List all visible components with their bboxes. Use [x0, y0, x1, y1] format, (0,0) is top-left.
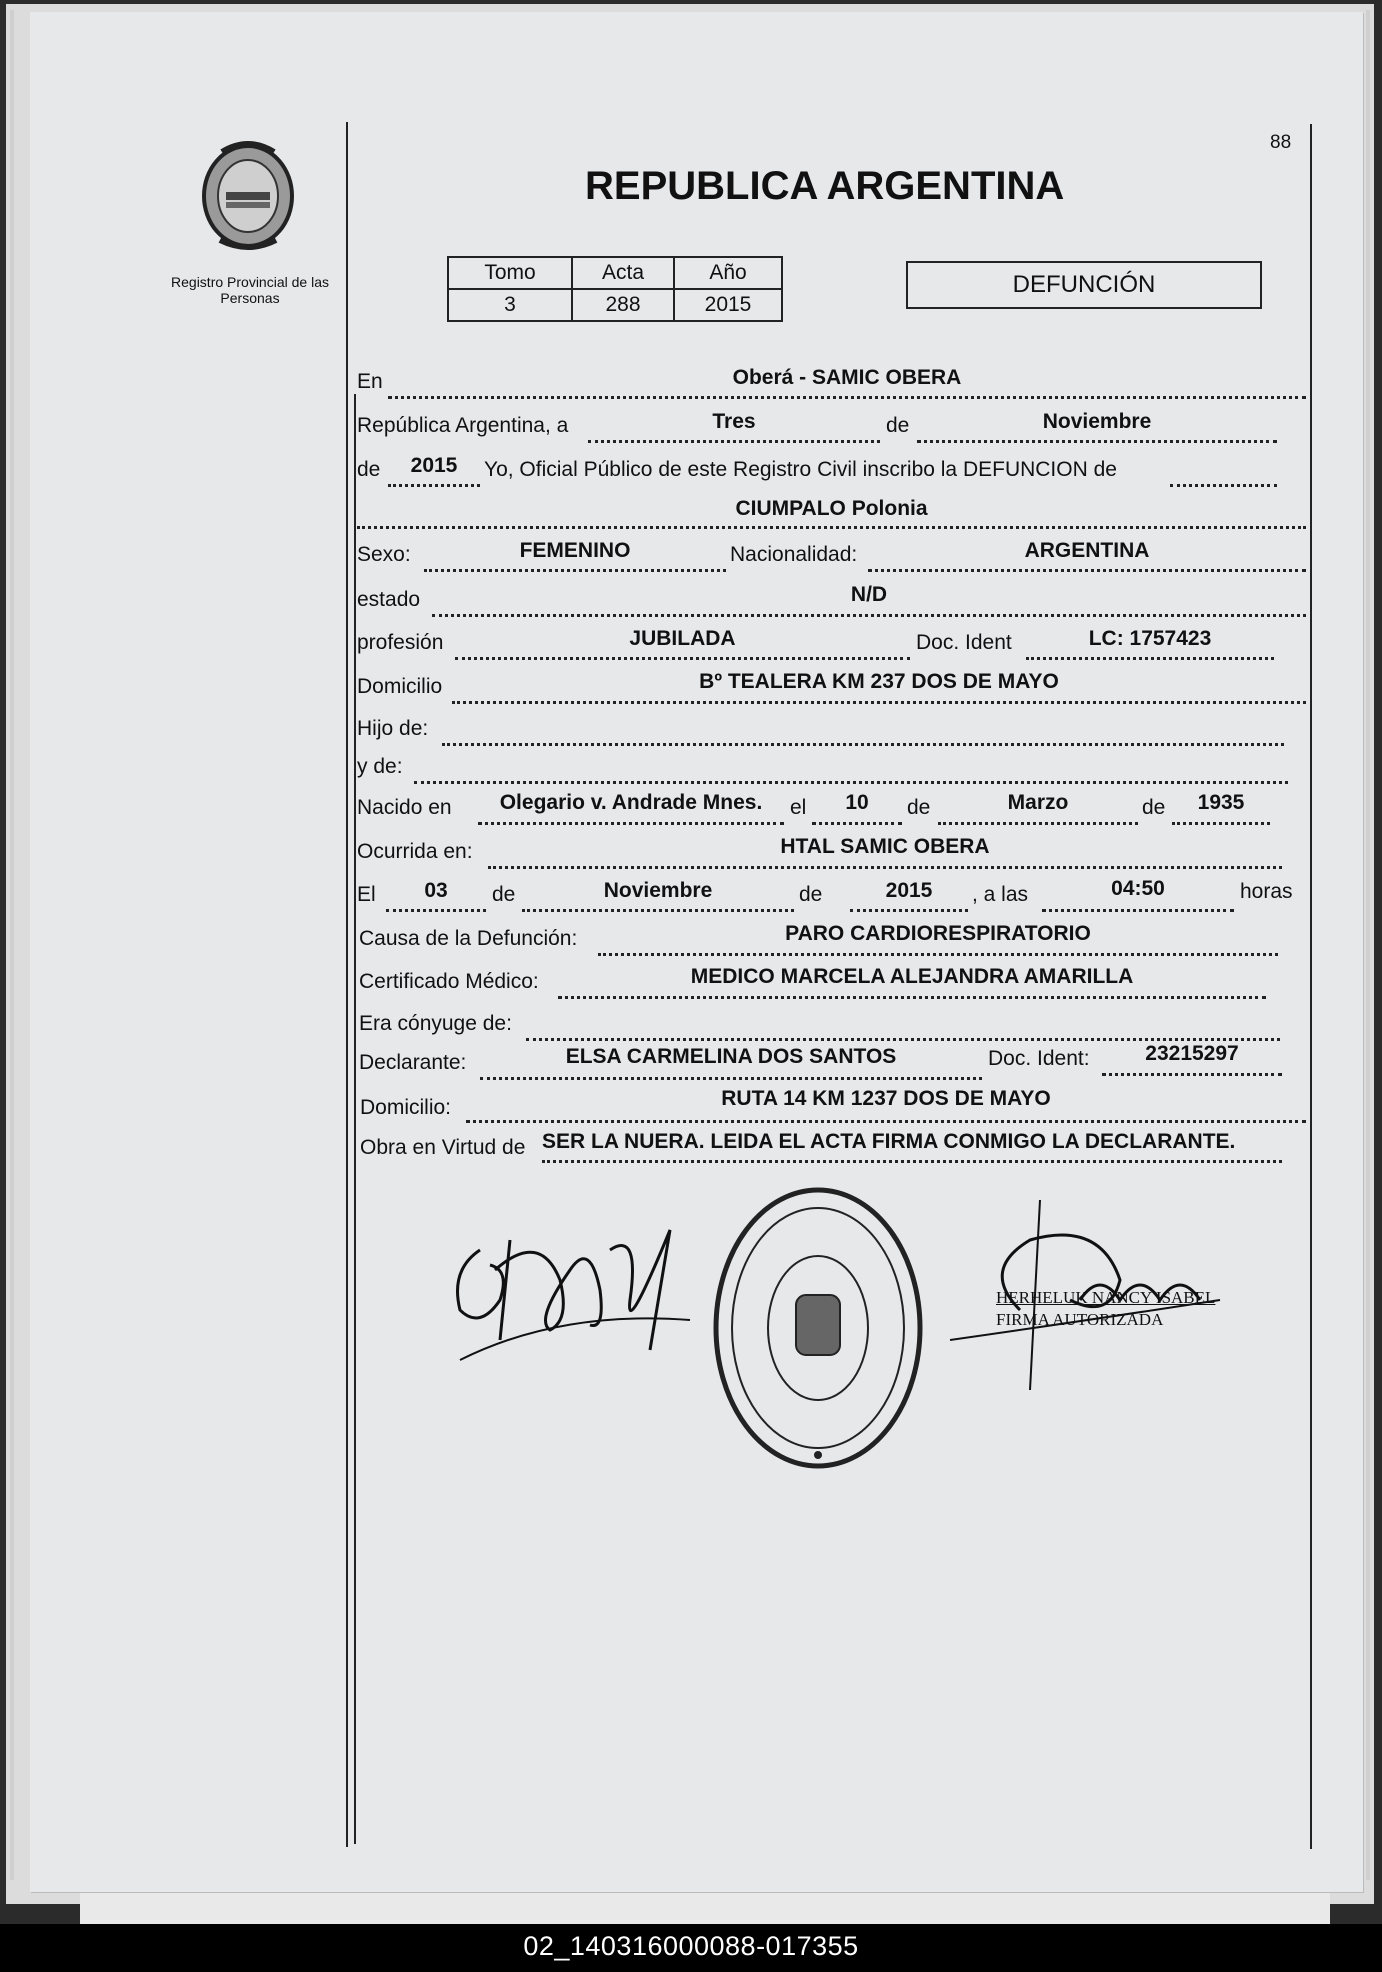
dotted-line	[522, 909, 794, 912]
dotted-line	[455, 657, 910, 660]
dotted-line	[598, 953, 1278, 956]
label-ocurrida-en: Ocurrida en:	[357, 840, 473, 863]
label-doc-ident-declarante: Doc. Ident:	[988, 1047, 1090, 1070]
ref-value-acta: 288	[572, 289, 674, 321]
value-birthplace: Olegario v. Andrade Mnes.	[499, 791, 763, 814]
value-birth-day: 10	[845, 791, 869, 814]
value-birth-month: Marzo	[1007, 791, 1069, 814]
dotted-line	[558, 996, 1266, 999]
dotted-line	[432, 614, 1306, 617]
label-el: el	[790, 796, 807, 819]
ref-header-anio: Año	[674, 257, 782, 289]
dotted-line	[1026, 657, 1274, 660]
value-certificado: MEDICO MARCELA ALEJANDRA AMARILLA	[690, 965, 1134, 988]
label-de-birth-year: de	[1142, 796, 1166, 819]
label-doc-ident: Doc. Ident	[916, 631, 1012, 654]
dotted-line	[850, 909, 968, 912]
value-nacionalidad: ARGENTINA	[1024, 539, 1150, 562]
value-death-day: 03	[424, 879, 448, 902]
dotted-line	[917, 440, 1277, 443]
ref-header-tomo: Tomo	[448, 257, 572, 289]
value-day-text: Tres	[712, 410, 756, 433]
dotted-line	[1170, 484, 1277, 487]
value-ocurrida-en: HTAL SAMIC OBERA	[780, 835, 990, 858]
dotted-line	[938, 822, 1138, 825]
page-number: 88	[1270, 132, 1292, 153]
dotted-line	[414, 781, 1288, 784]
label-yo-oficial: Yo, Oficial Público de este Registro Civil inscribo la DEFUNCION de	[484, 458, 1117, 481]
label-a-las: , a las	[972, 883, 1029, 906]
dotted-line	[812, 822, 902, 825]
label-el-date: El	[357, 883, 376, 906]
value-declarante-doc: 23215297	[1145, 1042, 1239, 1065]
label-domicilio: Domicilio	[357, 675, 443, 698]
ref-header-acta: Acta	[572, 257, 674, 289]
ref-value-tomo: 3	[448, 289, 572, 321]
dotted-line	[388, 484, 480, 487]
value-estado: N/D	[850, 583, 888, 606]
label-en: En	[357, 370, 383, 393]
dotted-line	[542, 1160, 1282, 1163]
dotted-line	[424, 569, 726, 572]
dotted-line	[357, 526, 1306, 529]
ref-value-anio: 2015	[674, 289, 782, 321]
label-de: de	[886, 414, 910, 437]
label-obra-en-virtud: Obra en Virtud de	[360, 1136, 526, 1159]
paper-edge-right	[1366, 10, 1370, 1880]
value-causa: PARO CARDIORESPIRATORIO	[785, 922, 1091, 945]
label-nacido-en: Nacido en	[357, 796, 452, 819]
value-declarante-domicilio: RUTA 14 KM 1237 DOS DE MAYO	[721, 1087, 1051, 1110]
label-profesion: profesión	[357, 631, 444, 654]
label-certificado: Certificado Médico:	[359, 970, 539, 993]
dotted-line	[1042, 909, 1234, 912]
reference-table	[447, 256, 783, 322]
value-sexo: FEMENINO	[519, 539, 631, 562]
value-death-month: Noviembre	[603, 879, 713, 902]
label-de-year: de	[357, 458, 381, 481]
paper-edge-left	[10, 10, 14, 1880]
dotted-line	[388, 396, 1306, 399]
official-role: FIRMA AUTORIZADA	[996, 1310, 1164, 1329]
declarant-signature-icon	[440, 1210, 700, 1370]
label-de-birth-month: de	[907, 796, 931, 819]
dotted-line	[588, 440, 880, 443]
label-de-death-month: de	[492, 883, 516, 906]
dotted-line	[1102, 1073, 1282, 1076]
dotted-line	[526, 1038, 1280, 1041]
label-domicilio-declarante: Domicilio:	[360, 1096, 452, 1119]
value-year: 2015	[410, 454, 458, 477]
official-name: HERHELUK NANCY ISABEL	[996, 1288, 1216, 1307]
label-hijo-de: Hijo de:	[357, 717, 429, 740]
label-republica: República Argentina, a	[357, 414, 569, 437]
value-place: Oberá - SAMIC OBERA	[732, 366, 962, 389]
value-domicilio: Bº TEALERA KM 237 DOS DE MAYO	[699, 670, 1059, 693]
label-estado: estado	[357, 588, 421, 611]
value-month-text: Noviembre	[1042, 410, 1152, 433]
page-title: REPUBLICA ARGENTINA	[585, 164, 1065, 208]
dotted-line	[478, 822, 784, 825]
label-y-de: y de:	[357, 755, 403, 778]
label-sexo: Sexo:	[357, 543, 411, 566]
registry-name: Registro Provincial de las Personas	[171, 274, 329, 306]
province-crest-icon	[192, 136, 304, 256]
value-death-year: 2015	[885, 879, 933, 902]
value-birth-year: 1935	[1197, 791, 1245, 814]
value-doc: LC: 1757423	[1088, 627, 1212, 650]
dotted-line	[452, 701, 1306, 704]
label-causa: Causa de la Defunción:	[359, 927, 578, 950]
label-conyuge: Era cónyuge de:	[359, 1012, 512, 1035]
label-horas: horas	[1240, 880, 1293, 903]
value-declarante: ELSA CARMELINA DOS SANTOS	[565, 1045, 897, 1068]
dotted-line	[1172, 822, 1270, 825]
value-deceased-name: CIUMPALO Polonia	[735, 497, 928, 520]
dotted-line	[488, 866, 1282, 869]
value-hora: 04:50	[1111, 877, 1165, 900]
margin-rule-inner	[354, 394, 356, 1844]
margin-rule-right	[1310, 124, 1312, 1849]
value-profesion: JUBILADA	[629, 627, 736, 650]
registry-seal-icon	[708, 1183, 928, 1473]
dotted-line	[868, 569, 1306, 572]
dotted-line	[480, 1077, 982, 1080]
dotted-line	[442, 743, 1284, 746]
dotted-line	[386, 909, 486, 912]
dotted-line	[466, 1120, 1306, 1123]
document-type-box: DEFUNCIÓN	[906, 261, 1262, 309]
file-id: 02_140316000088-017355	[523, 1931, 859, 1961]
value-obra-en-virtud: SER LA NUERA. LEIDA EL ACTA FIRMA CONMIGO LA DECLARANTE.	[542, 1130, 1236, 1153]
label-de-death-year: de	[799, 883, 823, 906]
label-nacionalidad: Nacionalidad:	[730, 543, 858, 566]
label-declarante: Declarante:	[359, 1051, 467, 1074]
margin-rule-left	[346, 122, 348, 1847]
